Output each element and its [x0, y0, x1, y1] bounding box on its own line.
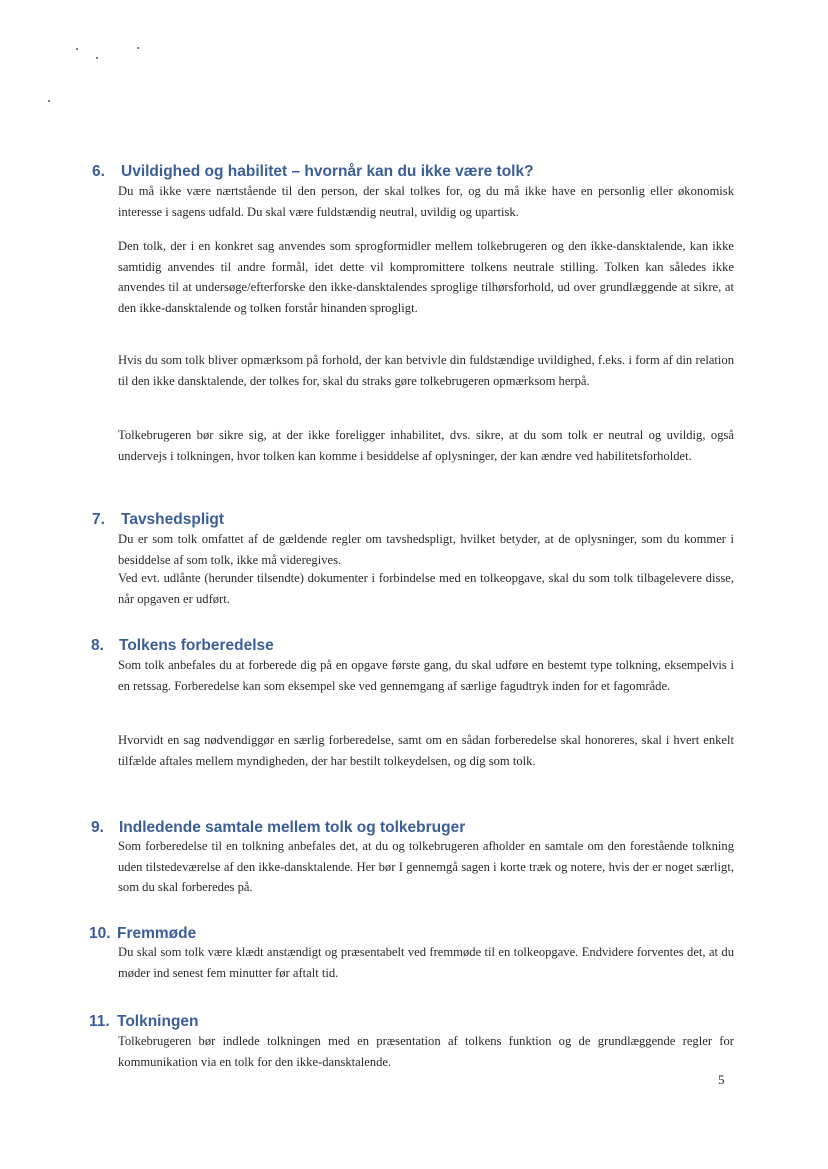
paragraph: Du er som tolk omfattet af de gældende regler om tavshedspligt, hvilket betyder, at de oplysninger, som du kommer i besiddelse af som tolk, ikke må videregives. — [118, 532, 734, 567]
section-number: 8. — [91, 637, 104, 654]
section-number: 9. — [91, 819, 104, 836]
scan-speck — [96, 57, 98, 59]
paragraph: Tolkebrugeren bør indlede tolkningen med en præsentation af tolkens funktion og de grundlæggende regler for kommunikation via en tolk for den ikke-dansktalende. — [118, 1034, 734, 1069]
section-heading — [91, 637, 274, 655]
paragraph: Du skal som tolk være klædt anstændigt og præsentabelt ved fremmøde til en tolkeopgave. Endvidere forventes det, at du møder ind senest fem minutter før aftalt tid. — [118, 945, 734, 980]
section-number: 11. — [89, 1013, 110, 1030]
paragraph: Som tolk anbefales du at forberede dig på en opgave første gang, du skal udføre en bestemt type tolkning, eksempelvis i en retssag. Forberedelse kan som eksempel ske ved gennemgang af særlige fagudtryk inden for et fagområde. — [118, 658, 734, 693]
paragraph: Ved evt. udlånte (herunder tilsendte) dokumenter i forbindelse med en tolkeopgave, skal du som tolk tilbagelevere disse, når opgaven er udført. — [118, 571, 734, 606]
paragraph: Tolkebrugeren bør sikre sig, at der ikke foreligger inhabilitet, dvs. sikre, at du som tolk er neutral og uvildig, også undervejs i tolkningen, hvor tolken kan komme i besiddelse af oplysninger, der kan ændre ved habilitetsforholdet. — [118, 428, 734, 463]
section-number: 10. — [89, 925, 111, 942]
section-number: 6. — [92, 163, 105, 180]
section-heading — [91, 819, 465, 837]
paragraph: Hvis du som tolk bliver opmærksom på forhold, der kan betvivle din fuldstændige uvildighed, f.eks. i form af din relation til den ikke dansktalende, der tolkes for, skal du straks gøre tolkebrugeren opmærksom herpå. — [118, 353, 734, 388]
section-heading — [92, 511, 224, 529]
section-title: Tavshedspligt — [121, 511, 225, 528]
scan-speck — [137, 47, 139, 49]
section-heading — [89, 925, 196, 943]
paragraph: Som forberedelse til en tolkning anbefales det, at du og tolkebrugeren afholder en samtale om den forestående tolkning uden tilstedeværelse af den ikke-dansktalende. Her bør I gennemgå sagen i korte træk og notere, hvis der er noget særligt, som du skal forberedes på. — [118, 839, 734, 894]
scan-speck — [76, 48, 78, 50]
section-title: Tolkningen — [117, 1013, 199, 1030]
section-title: Indledende samtale mellem tolk og tolkebruger — [119, 819, 466, 836]
paragraph: Hvorvidt en sag nødvendiggør en særlig forberedelse, samt om en sådan forberedelse skal honoreres, skal i hvert enkelt tilfælde aftales mellem myndigheden, der har bestilt tolkeydelsen, og dig som tolk. — [118, 733, 734, 768]
section-title: Uvildighed og habilitet – hvornår kan du ikke være tolk? — [121, 163, 534, 180]
section-heading — [92, 163, 534, 181]
paragraph: Du må ikke være nærtstående til den person, der skal tolkes for, og du må ikke have en personlig eller økonomisk interesse i sagens udfald. Du skal være fuldstændig neutral, uvildig og upartisk. — [118, 184, 734, 219]
section-title: Fremmøde — [117, 925, 197, 942]
scan-speck — [48, 100, 50, 102]
section-title: Tolkens forberedelse — [119, 637, 274, 654]
page-number: 5 — [718, 1072, 725, 1087]
section-heading — [89, 1013, 199, 1031]
paragraph: Den tolk, der i en konkret sag anvendes som sprogformidler mellem tolkebrugeren og den ikke-dansktalende, kan ikke samtidig anvendes til andre formål, idet dette vil kompromittere tolkens neutrale stilling. Tolken kan således ikke anvendes til at undersøge/efterforske den ikke-dansktalendes sproglige tilhørsforhold, ud over grundlæggende at sikre, at den ikke-dansktalende og tolken forstår hinanden sprogligt. — [118, 239, 734, 315]
section-number: 7. — [92, 511, 105, 528]
